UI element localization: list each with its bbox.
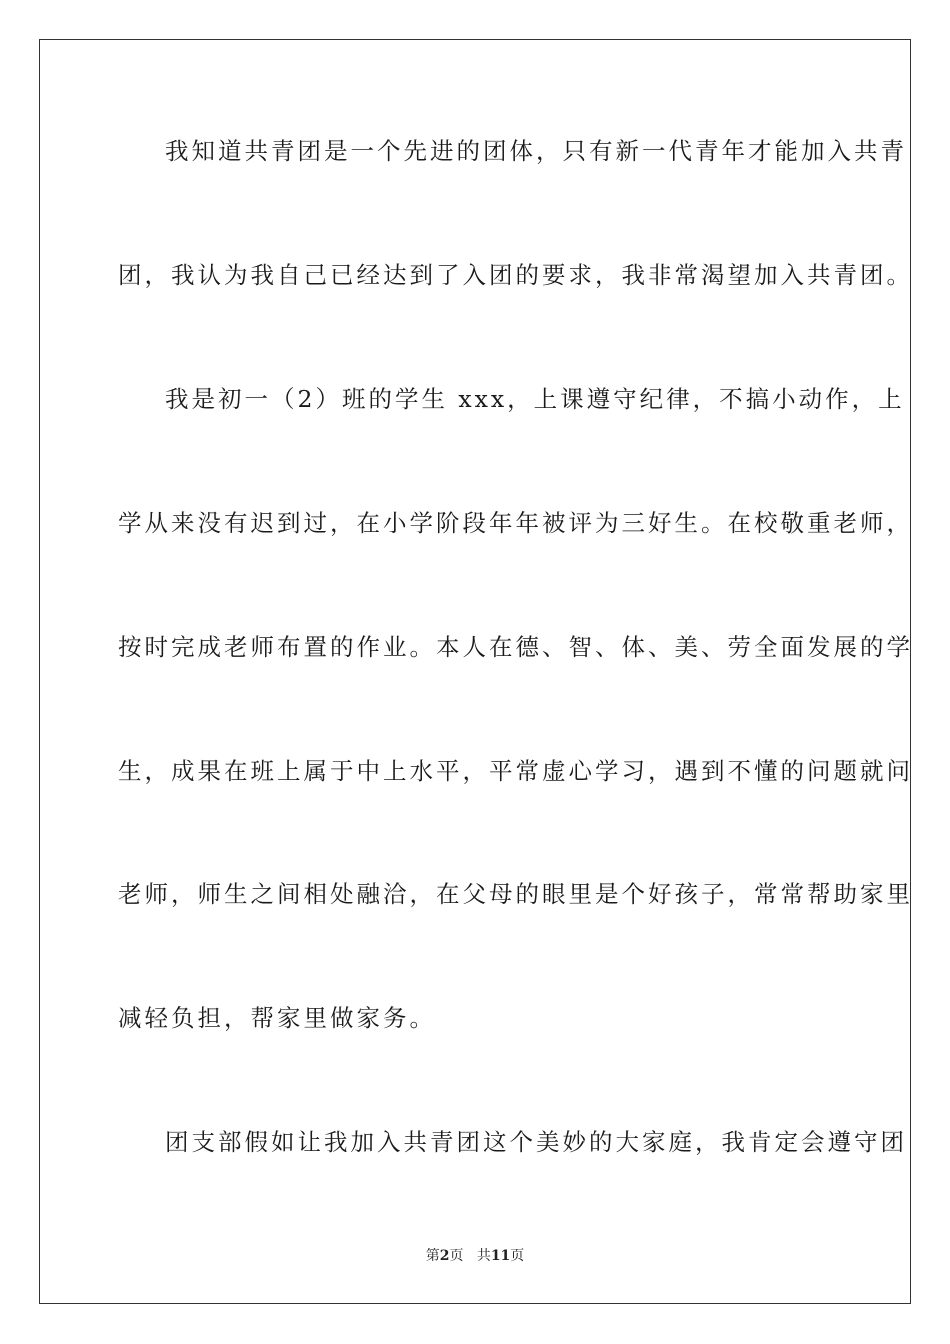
footer-total-prefix: 共 [476, 1248, 491, 1264]
paragraph-line-4: 学从来没有迟到过，在小学阶段年年被评为三好生。在校敬重老师， [118, 509, 913, 537]
paragraph-line-8: 减轻负担，帮家里做家务。 [118, 1004, 436, 1032]
page-border [39, 39, 911, 1304]
paragraph-line-6: 生，成果在班上属于中上水平，平常虚心学习，遇到不懂的问题就问 [118, 757, 913, 785]
paragraph-line-3: 我是初一（2）班的学生 xxx，上课遵守纪律，不搞小动作，上 [165, 385, 905, 413]
footer-page-number: 2 [439, 1248, 450, 1264]
paragraph-line-1: 我知道共青团是一个先进的团体，只有新一代青年才能加入共青 [165, 137, 907, 165]
paragraph-line-2: 团，我认为我自己已经达到了入团的要求，我非常渴望加入共青团。 [118, 261, 913, 289]
page-footer [0, 1246, 950, 1266]
footer-page-prefix: 第 [425, 1248, 440, 1264]
footer-page-suffix: 页 [449, 1248, 464, 1264]
paragraph-line-7: 老师，师生之间相处融洽，在父母的眼里是个好孩子，常常帮助家里 [118, 880, 913, 908]
footer-total-suffix: 页 [510, 1248, 525, 1264]
paragraph-line-5: 按时完成老师布置的作业。本人在德、智、体、美、劳全面发展的学 [118, 633, 913, 661]
paragraph-line-9: 团支部假如让我加入共青团这个美妙的大家庭，我肯定会遵守团 [165, 1128, 907, 1156]
footer-total-pages: 11 [490, 1248, 511, 1264]
